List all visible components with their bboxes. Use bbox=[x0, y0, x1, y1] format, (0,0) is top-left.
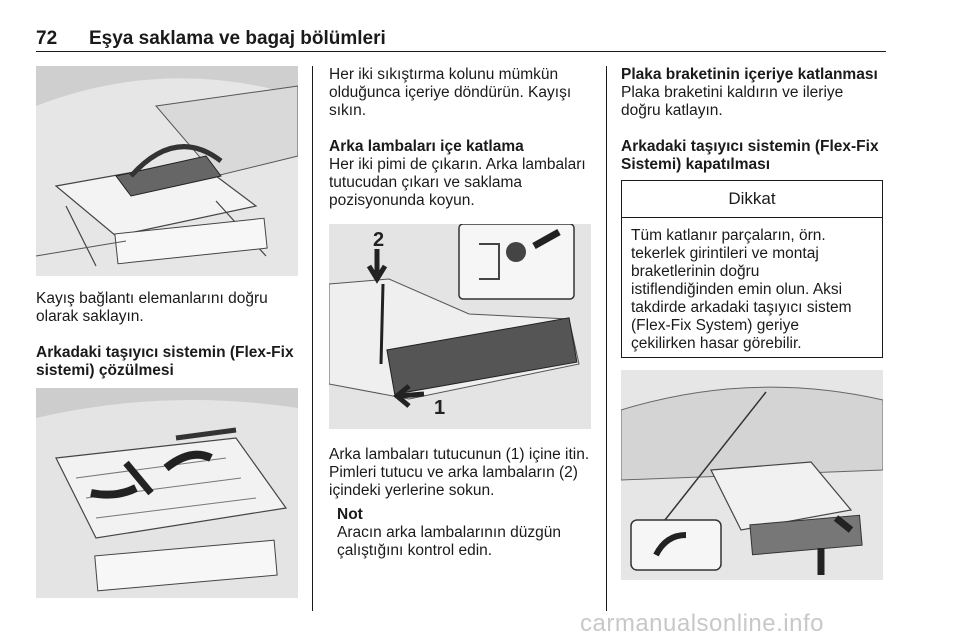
plate-bracket-heading: Plaka braketinin içeriye katlanması bbox=[621, 66, 878, 83]
strap-storage-illustration bbox=[36, 66, 298, 276]
strap-storage-drawing bbox=[36, 66, 298, 276]
header-rule bbox=[36, 51, 886, 52]
carrier-release-drawing bbox=[36, 388, 298, 598]
taillight-insert-instruction: Arka lambaları tutucunun (1) içine itin. Pimleri tutucu ve arka lambaların (2) içindeki yerlerine sokun. bbox=[329, 446, 590, 499]
plate-bracket-instruction: Plaka braketini kaldırın ve ileriye doğru katlayın. bbox=[621, 84, 844, 119]
warning-text: Tüm katlanır parçaların, örn. tekerlek girintileri ve montaj braketlerinin doğru istiflendiğinden emin olun. Aksi takdirde arkadaki taşıyıcı sistem (Flex-Fix System) geriye çekilirken hasar görebilir. bbox=[631, 227, 852, 352]
taillight-pins-drawing bbox=[329, 224, 591, 429]
strap-storage-caption: Kayış bağlantı elemanlarını doğru olarak saklayın. bbox=[36, 290, 268, 325]
taillight-pins-illustration bbox=[329, 224, 591, 429]
page-title: Eşya saklama ve bagaj bölümleri bbox=[89, 28, 386, 49]
figure-label-1: 1 bbox=[434, 397, 446, 419]
taillights-heading: Arka lambaları içe katlama bbox=[329, 138, 524, 155]
warning-title: Dikkat bbox=[622, 181, 882, 218]
taillights-instruction: Her iki pimi de çıkarın. Arka lambaları tutucudan çıkarı ve saklama pozisyonunda koyun. bbox=[329, 156, 586, 209]
carrier-closing-illustration bbox=[621, 370, 883, 580]
page-number: 72 bbox=[36, 28, 58, 49]
note-text: Aracın arka lambalarının düzgün çalıştığını kontrol edin. bbox=[337, 524, 562, 559]
figure-label-2: 2 bbox=[373, 229, 385, 251]
note-title: Not bbox=[337, 506, 363, 523]
release-heading: Arkadaki taşıyıcı sistemin (Flex-Fix sistemi) çözülmesi bbox=[36, 344, 294, 379]
column-divider-right bbox=[606, 66, 607, 611]
watermark: carmanualsonline.info bbox=[580, 610, 824, 637]
column-divider-left bbox=[312, 66, 313, 611]
carrier-closing-drawing bbox=[621, 370, 883, 580]
carrier-release-illustration bbox=[36, 388, 298, 598]
clamp-instruction: Her iki sıkıştırma kolunu mümkün olduğunca içeriye döndürün. Kayışı sıkın. bbox=[329, 66, 572, 119]
warning-box bbox=[621, 180, 883, 358]
closing-heading: Arkadaki taşıyıcı sistemin (Flex-Fix Sistemi) kapatılması bbox=[621, 138, 879, 173]
